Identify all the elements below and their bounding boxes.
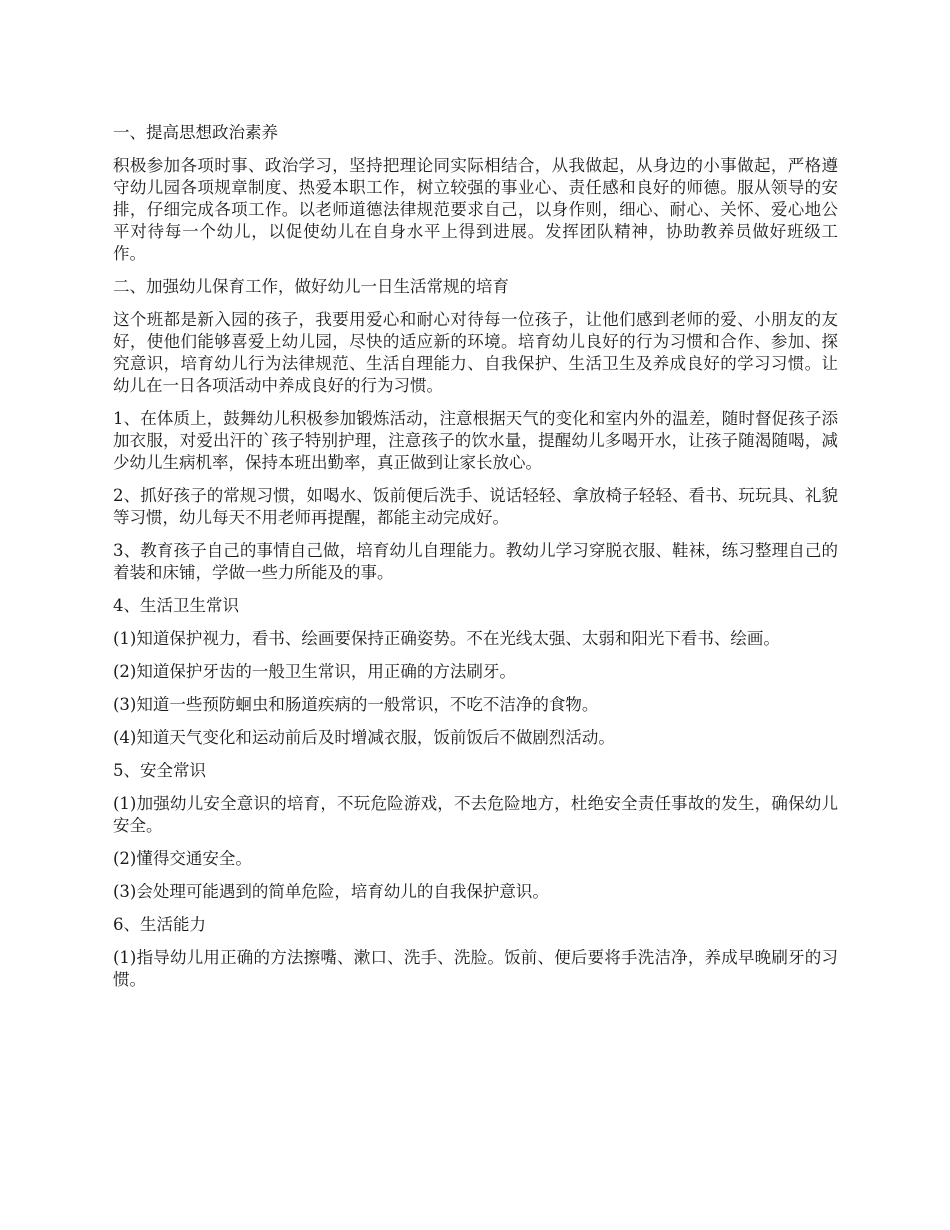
paragraph-item-1: 1、在体质上，鼓舞幼儿积极参加锻炼活动，注意根据天气的变化和室内外的温差，随时督促孩子添加衣服，对爱出汗的`孩子特别护理，注意孩子的饮水量，提醒幼儿多喝开水，让孩子随渴随喝，减少幼儿生病机率，保持本班出勤率，真正做到让家长放心。 xyxy=(113,409,838,472)
paragraph-item-2: 2、抓好孩子的常规习惯，如喝水、饭前便后洗手、说话轻轻、拿放椅子轻轻、看书、玩玩具、礼貌等习惯，幼儿每天不用老师再提醒，都能主动完成好。 xyxy=(113,486,838,527)
section-heading-2: 二、加强幼儿保育工作，做好幼儿一日生活常规的培育 xyxy=(113,277,509,296)
subheading-hygiene: 4、生活卫生常识 xyxy=(113,596,239,615)
paragraph-hygiene-1: (1)知道保护视力，看书、绘画要保持正确姿势。不在光线太强、太弱和阳光下看书、绘画。 xyxy=(113,629,780,648)
subheading-life-skills: 6、生活能力 xyxy=(113,915,206,934)
paragraph-safety-2: (2)懂得交通安全。 xyxy=(113,849,252,868)
subheading-safety: 5、安全常识 xyxy=(113,761,206,780)
paragraph-hygiene-2: (2)知道保护牙齿的一般卫生常识，用正确的方法刷牙。 xyxy=(113,662,516,681)
paragraph-safety-1: (1)加强幼儿安全意识的培育，不玩危险游戏，不去危险地方，杜绝安全责任事故的发生，确保幼儿安全。 xyxy=(113,794,838,835)
paragraph-hygiene-3: (3)知道一些预防蛔虫和肠道疾病的一般常识，不吃不洁净的食物。 xyxy=(113,695,599,714)
paragraph-safety-3: (3)会处理可能遇到的简单危险，培育幼儿的自我保护意识。 xyxy=(113,882,549,901)
paragraph-political-study: 积极参加各项时事、政治学习，坚持把理论同实际相结合，从我做起，从身边的小事做起，严格遵守幼儿园各项规章制度、热爱本职工作，树立较强的事业心、责任感和良好的师德。服从领导的安排，仔细完成各项工作。以老师道德法律规范要求自己，以身作则，细心、耐心、关怀、爱心地公平对待每一个幼儿，以促使幼儿在自身水平上得到进展。发挥团队精神，协助教养员做好班级工作。 xyxy=(113,156,838,263)
paragraph-life-skills-1: (1)指导幼儿用正确的方法擦嘴、漱口、洗手、洗脸。饭前、便后要将手洗洁净，养成早晚刷牙的习惯。 xyxy=(113,948,838,989)
paragraph-hygiene-4: (4)知道天气变化和运动前后及时增减衣服，饭前饭后不做剧烈活动。 xyxy=(113,728,615,747)
paragraph-new-class: 这个班都是新入园的孩子，我要用爱心和耐心对待每一位孩子，让他们感到老师的爱、小朋友的友好，使他们能够喜爱上幼儿园，尽快的适应新的环境。培育幼儿良好的行为习惯和合作、参加、探究意识，培育幼儿行为法律规范、生活自理能力、自我保护、生活卫生及养成良好的学习习惯。让幼儿在一日各项活动中养成良好的行为习惯。 xyxy=(113,310,838,395)
document-page xyxy=(113,122,838,1002)
paragraph-item-3: 3、教育孩子自己的事情自己做，培育幼儿自理能力。教幼儿学习穿脱衣服、鞋袜，练习整理自己的着装和床铺，学做一些力所能及的事。 xyxy=(113,541,838,582)
section-heading-1: 一、提高思想政治素养 xyxy=(113,123,278,142)
